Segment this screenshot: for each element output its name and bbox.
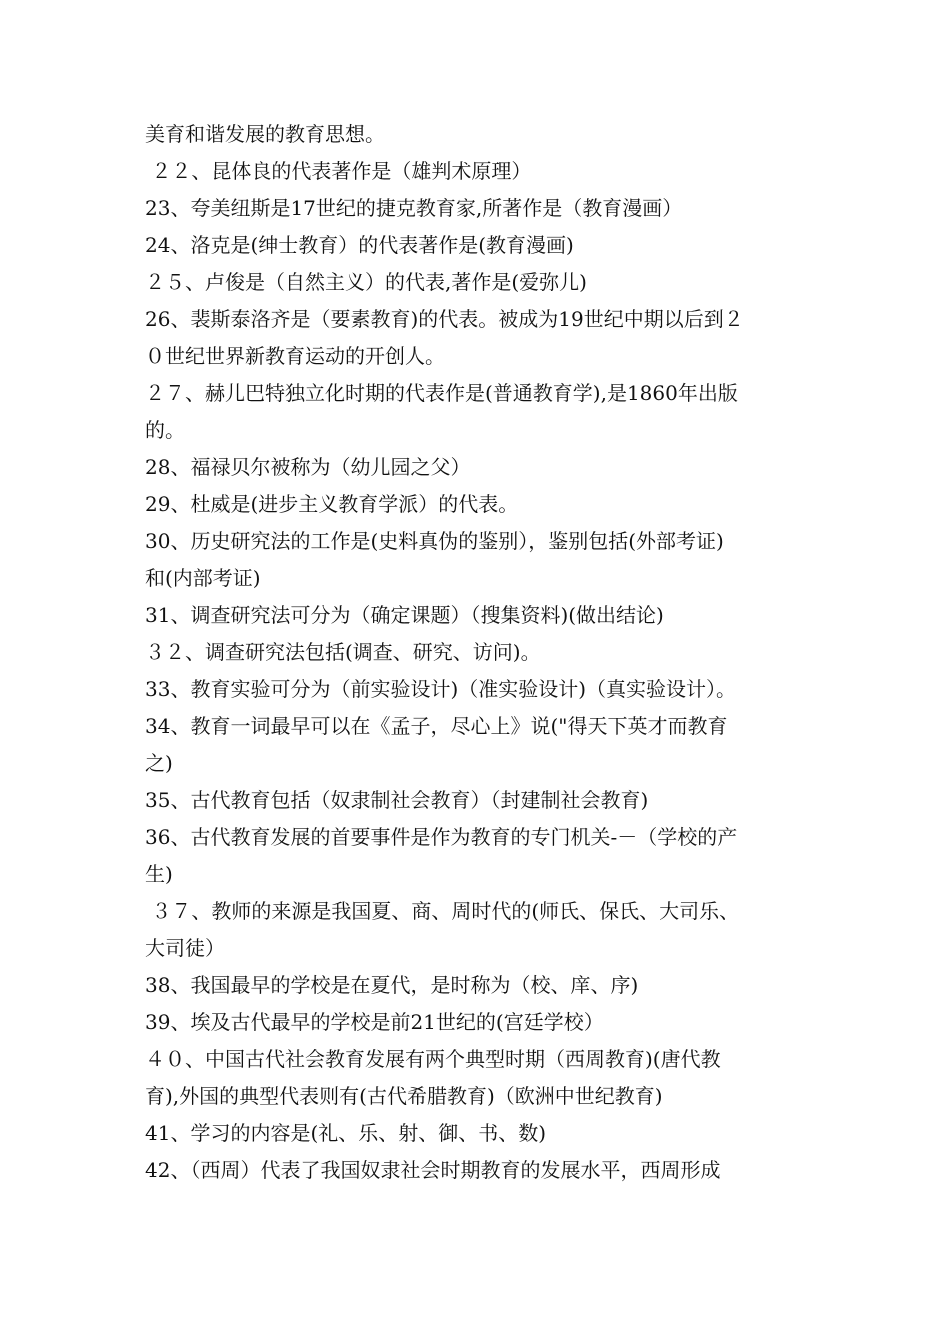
- text-line: ０世纪世界新教育运动的开创人。: [145, 344, 445, 368]
- text-line: 美育和谐发展的教育思想。: [145, 122, 385, 146]
- text-line: 34、教育一词最早可以在《孟子，尽心上》说("得天下英才而教育: [145, 714, 728, 738]
- text-line: 41、学习的内容是(礼、乐、射、御、书、数): [145, 1121, 547, 1145]
- text-line: 28、福禄贝尔被称为（幼儿园之父）: [145, 455, 471, 479]
- text-line: 和(内部考证): [145, 566, 261, 590]
- text-line: 35、古代教育包括（奴隶制社会教育）（封建制社会教育): [145, 788, 649, 812]
- text-line: 23、夸美纽斯是17世纪的捷克教育家,所著作是（教育漫画）: [145, 196, 683, 220]
- text-line: 之): [145, 751, 173, 775]
- text-line: ３２、调查研究法包括(调查、研究、访问)。: [145, 640, 541, 664]
- text-line: ２７、赫儿巴特独立化时期的代表作是(普通教育学),是1860年出版: [145, 381, 738, 405]
- document-body: [145, 116, 810, 1189]
- text-line: ２５、卢俊是（自然主义）的代表,著作是(爱弥儿): [145, 270, 587, 294]
- text-line: 生): [145, 862, 173, 886]
- text-line: 30、历史研究法的工作是(史料真伪的鉴别），鉴别包括(外部考证): [145, 529, 724, 553]
- text-line: 31、调查研究法可分为（确定课题）（搜集资料)(做出结论): [145, 603, 664, 627]
- text-line: 39、埃及古代最早的学校是前21世纪的(宫廷学校）: [145, 1010, 604, 1034]
- text-line: 29、杜威是(进步主义教育学派）的代表。: [145, 492, 519, 516]
- text-line: ４０、中国古代社会教育发展有两个典型时期（西周教育)(唐代教: [145, 1047, 721, 1071]
- text-line: ３７、教师的来源是我国夏、商、周时代的(师氏、保氏、大司乐、: [145, 899, 740, 923]
- text-line: 育),外国的典型代表则有(古代希腊教育)（欧洲中世纪教育): [145, 1084, 663, 1108]
- text-line: 大司徒）: [145, 936, 225, 960]
- text-line: 42、（西周）代表了我国奴隶社会时期教育的发展水平，西周形成: [145, 1158, 721, 1182]
- text-line: 的。: [145, 418, 185, 442]
- text-line: 33、教育实验可分为（前实验设计)（准实验设计)（真实验设计）。: [145, 677, 737, 701]
- text-line: ２２、昆体良的代表著作是（雄判术原理）: [145, 159, 532, 183]
- text-line: 36、古代教育发展的首要事件是作为教育的专门机关-－（学校的产: [145, 825, 738, 849]
- text-line: 38、我国最早的学校是在夏代，是时称为（校、庠、序): [145, 973, 639, 997]
- text-line: 24、洛克是(绅士教育）的代表著作是(教育漫画): [145, 233, 574, 257]
- text-line: 26、裴斯泰洛齐是（要素教育)的代表。被成为19世纪中期以后到２: [145, 307, 744, 331]
